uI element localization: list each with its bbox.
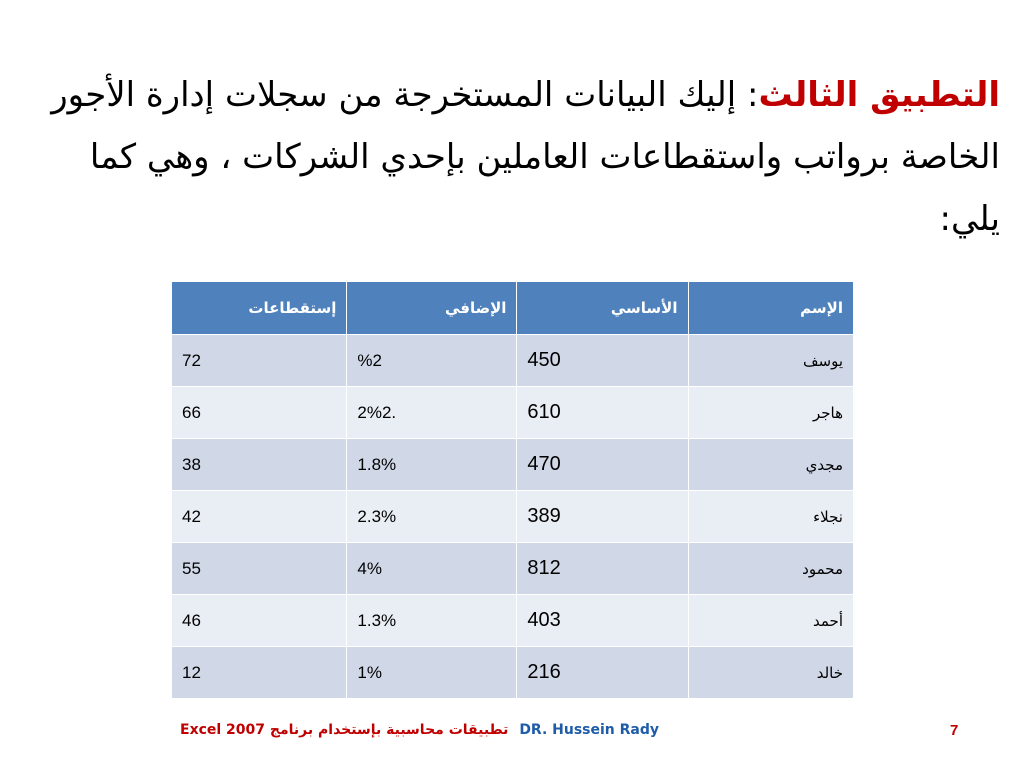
cell-name: هاجر bbox=[688, 387, 854, 439]
cell-name: محمود bbox=[688, 543, 854, 595]
cell-name: نجلاء bbox=[688, 491, 854, 543]
cell-name: يوسف bbox=[688, 335, 854, 387]
table-row bbox=[172, 595, 854, 647]
header-name: الإسم bbox=[688, 282, 854, 335]
footer bbox=[180, 722, 659, 738]
cell-extra: 1.8% bbox=[347, 439, 517, 491]
table-row bbox=[172, 647, 854, 699]
table-row bbox=[172, 543, 854, 595]
cell-deductions: 12 bbox=[172, 647, 347, 699]
course-title: تطبيقات محاسبية بإستخدام برنامج Excel 2007 bbox=[180, 722, 509, 738]
table-row bbox=[172, 491, 854, 543]
intro-text: : إليك البيانات المستخرجة من سجلات إدارة الأجور الخاصة برواتب واستقطاعات العاملين بإحدي الشركات ، وهي كما يلي: bbox=[51, 75, 1000, 239]
cell-extra: 4% bbox=[347, 543, 517, 595]
cell-deductions: 38 bbox=[172, 439, 347, 491]
cell-extra: 1.3% bbox=[347, 595, 517, 647]
cell-name: خالد bbox=[688, 647, 854, 699]
cell-deductions: 46 bbox=[172, 595, 347, 647]
cell-deductions: 66 bbox=[172, 387, 347, 439]
table-row bbox=[172, 335, 854, 387]
cell-basic: 216 bbox=[517, 647, 688, 699]
cell-basic: 450 bbox=[517, 335, 688, 387]
cell-basic: 403 bbox=[517, 595, 688, 647]
cell-name: أحمد bbox=[688, 595, 854, 647]
exercise-title: التطبيق الثالث bbox=[758, 75, 1000, 115]
cell-basic: 610 bbox=[517, 387, 688, 439]
cell-extra: 1% bbox=[347, 647, 517, 699]
header-extra: الإضافي bbox=[347, 282, 517, 335]
cell-basic: 389 bbox=[517, 491, 688, 543]
header-basic: الأساسي bbox=[517, 282, 688, 335]
cell-basic: 812 bbox=[517, 543, 688, 595]
cell-extra: 2.3% bbox=[347, 491, 517, 543]
cell-basic: 470 bbox=[517, 439, 688, 491]
cell-deductions: 72 bbox=[172, 335, 347, 387]
cell-extra: .2%2 bbox=[347, 387, 517, 439]
cell-deductions: 55 bbox=[172, 543, 347, 595]
table-row bbox=[172, 439, 854, 491]
intro-paragraph bbox=[40, 64, 1000, 250]
cell-extra: %2 bbox=[347, 335, 517, 387]
header-deductions: إستقطاعات bbox=[172, 282, 347, 335]
author-name: DR. Hussein Rady bbox=[519, 722, 660, 738]
cell-deductions: 42 bbox=[172, 491, 347, 543]
salary-table bbox=[171, 281, 854, 699]
cell-name: مجدي bbox=[688, 439, 854, 491]
table-header-row bbox=[172, 282, 854, 335]
page-number: 7 bbox=[950, 722, 959, 739]
table-row bbox=[172, 387, 854, 439]
